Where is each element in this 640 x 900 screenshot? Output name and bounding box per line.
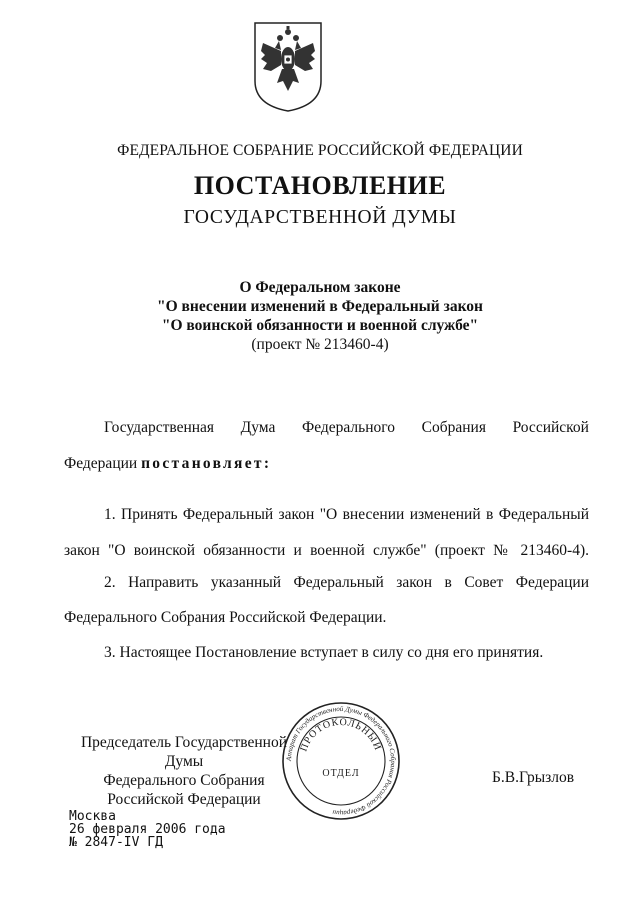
signer-title-line-3: Российской Федерации [107, 791, 261, 808]
signer-title-line-2: Федерального Собрания [103, 772, 265, 789]
resolves-word: постановляет: [141, 455, 272, 472]
intro-word: Собрания [421, 419, 486, 436]
item-2-line-2: Федерального Собрания Российской Федерации. [64, 609, 387, 626]
intro-word: Дума [240, 419, 276, 436]
item-2-line-1: 2. Направить указанный Федеральный закон в Совет Федерации [104, 574, 589, 591]
intro-word: Федерального [301, 419, 396, 436]
subject-project-number: (проект № 213460-4) [251, 336, 389, 353]
coat-of-arms-emblem [251, 21, 325, 113]
subject-line-1: О Федеральном законе [239, 279, 401, 296]
stamp-inner-text: ПРОТОКОЛЬНЫЙ [298, 716, 384, 754]
stamp-outer-text: Аппарат Государственной Думы Федерального Собрания Российской Федерации [284, 704, 398, 818]
item-1-line-2: закон "О воинской обязанности и военной службе" (проект № 213460-4). [64, 542, 589, 559]
document-subtitle: ГОСУДАРСТВЕННОЙ ДУМЫ [183, 207, 457, 228]
footer-city: Москва [69, 809, 116, 824]
intro-word: Российской [512, 419, 589, 436]
organization-heading: ФЕДЕРАЛЬНОЕ СОБРАНИЕ РОССИЙСКОЙ ФЕДЕРАЦИИ [117, 142, 523, 159]
signer-name: Б.В.Грызлов [492, 769, 575, 786]
item-1-line-1: 1. Принять Федеральный закон "О внесении изменений в Федеральный [104, 506, 589, 523]
signer-title [64, 733, 304, 809]
footer-number: № 2847-IV ГД [69, 835, 163, 850]
intro-line-1 [104, 419, 589, 437]
signer-title-line-1: Председатель Государственной Думы [80, 734, 288, 770]
subject-line-3: "О воинской обязанности и военной службе" [161, 317, 479, 334]
official-stamp [280, 700, 402, 822]
item-3: 3. Настоящее Постановление вступает в силу со дня его принятия. [104, 644, 544, 661]
subject-line-2: "О внесении изменений в Федеральный закон [157, 298, 483, 315]
stamp-center-text: ОТДЕЛ [322, 768, 360, 779]
intro-line-2 [64, 455, 589, 473]
intro-word: Государственная [104, 419, 215, 436]
document-footer [69, 810, 226, 849]
footer-date: 26 февраля 2006 года [69, 822, 226, 837]
intro-federation: Федерации [64, 455, 142, 472]
document-title: ПОСТАНОВЛЕНИЕ [193, 171, 447, 200]
